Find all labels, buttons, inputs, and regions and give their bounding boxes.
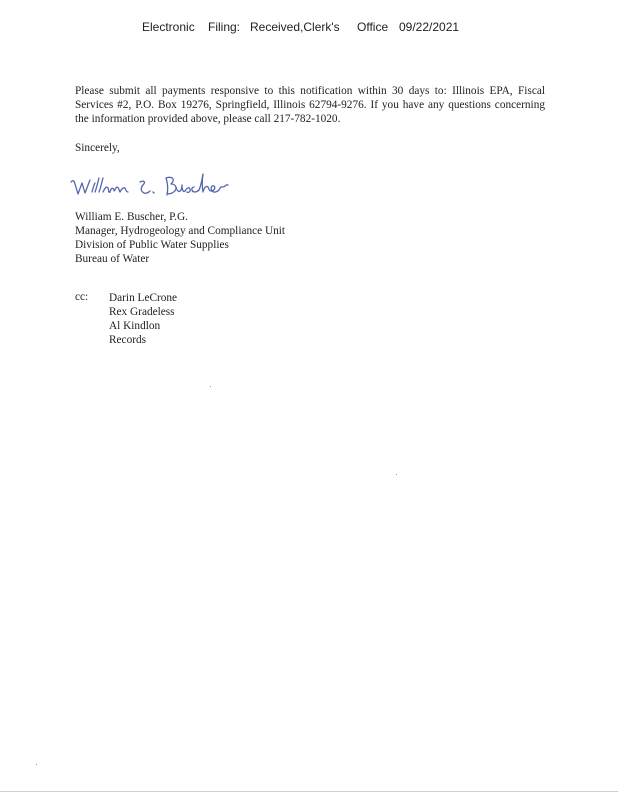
stamp-word-electronic: Electronic <box>142 20 195 34</box>
scan-speck <box>210 386 211 387</box>
cc-recipient: Rex Gradeless <box>109 306 175 318</box>
letter-closing: Sincerely, <box>75 142 120 154</box>
signer-name: William E. Buscher, P.G. <box>75 211 188 223</box>
handwritten-signature <box>68 168 238 202</box>
cc-label: cc: <box>75 291 89 303</box>
stamp-word-office: Office <box>357 20 389 34</box>
cc-recipient: Al Kindlon <box>109 320 161 332</box>
cc-recipient: Darin LeCrone <box>109 292 178 304</box>
signer-division: Division of Public Water Supplies <box>75 239 229 251</box>
signer-bureau: Bureau of Water <box>75 253 150 265</box>
signer-title: Manager, Hydrogeology and Compliance Unit <box>75 225 286 237</box>
stamp-word-filing: Filing: <box>208 20 241 34</box>
cc-recipient-list <box>109 291 177 347</box>
stamp-word-received: Received,Clerk's <box>250 20 340 34</box>
filing-stamp <box>0 20 618 36</box>
stamp-date: 09/22/2021 <box>399 20 460 34</box>
payment-instructions-paragraph: Please submit all payments responsive to this notification within 30 days to: Illinois EPA, Fiscal Services #2, P.O. Box 19276, Springfield, Illinois 62794-9276. If you have any questions concerning the information provided above, please call 217-782-1020. <box>75 85 545 125</box>
cc-recipient: Records <box>109 334 147 346</box>
scan-speck <box>36 764 37 765</box>
scan-bottom-edge <box>0 791 618 792</box>
scan-speck <box>396 474 397 475</box>
signature-block <box>75 210 545 266</box>
